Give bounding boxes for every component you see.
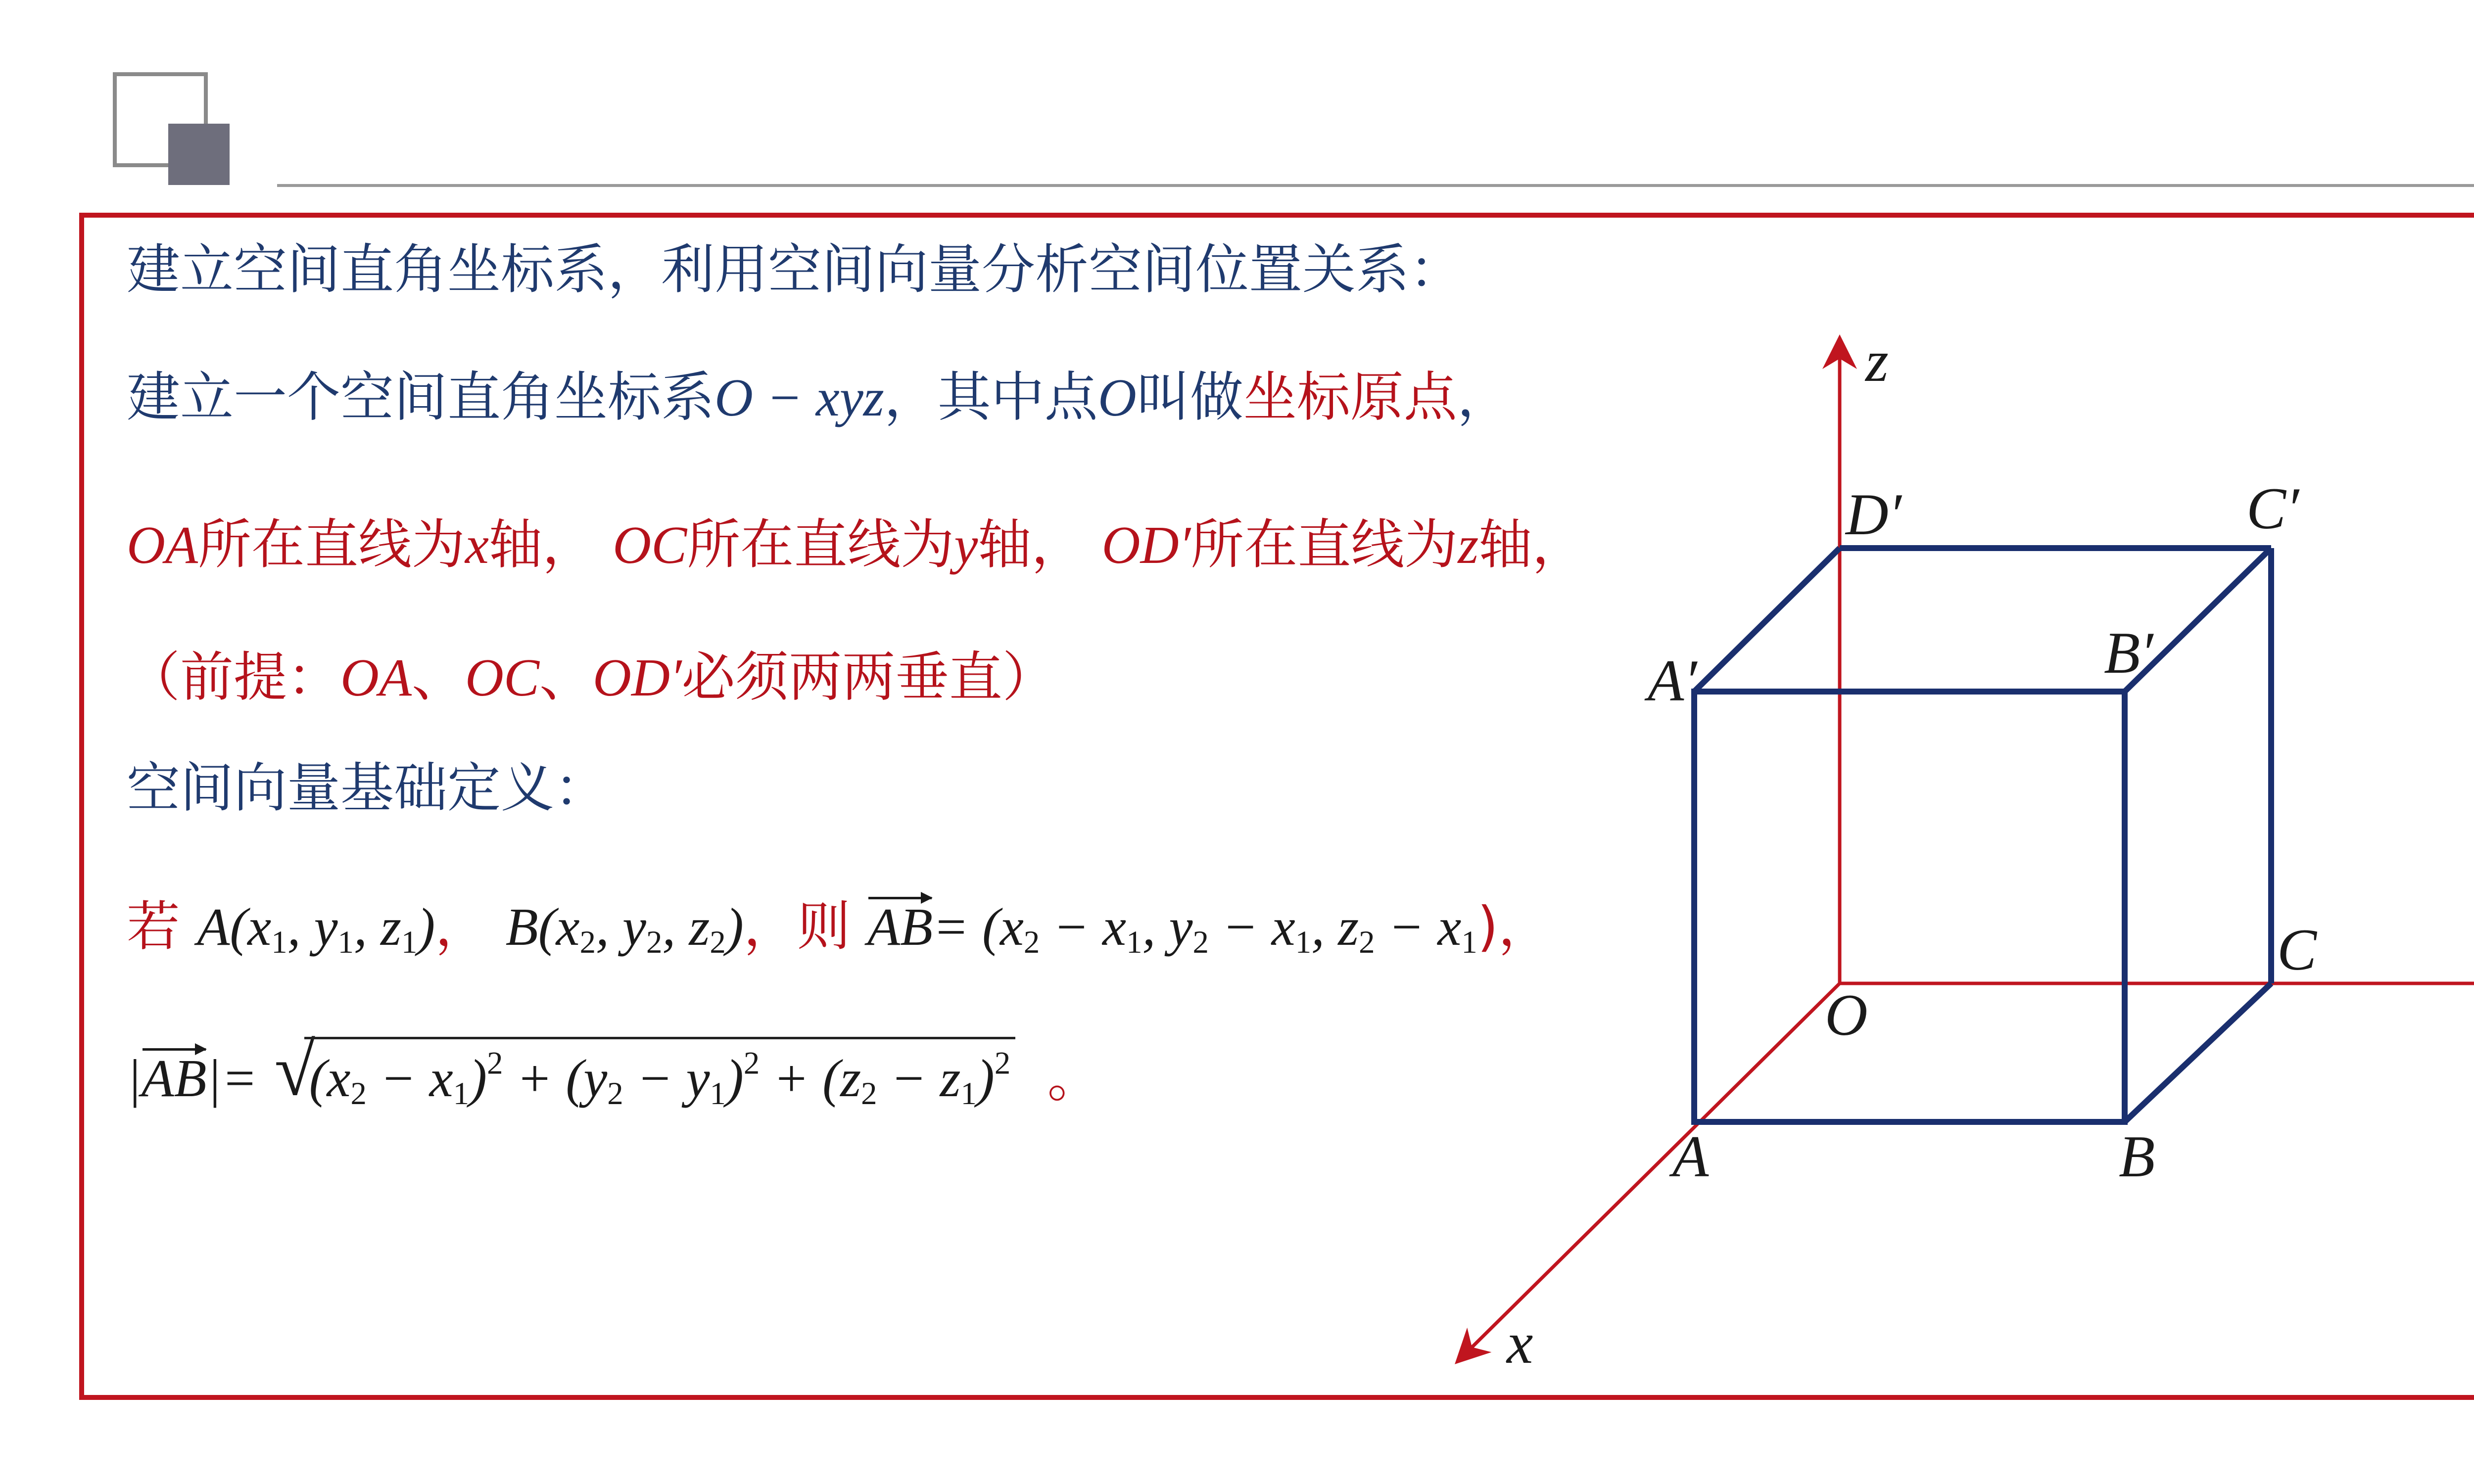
edge-a-prime-d-prime [1694, 548, 1840, 692]
subscript: 1 [1126, 925, 1142, 961]
math-term: − z [877, 1049, 961, 1109]
term-origin: 坐标原点 [1243, 367, 1457, 428]
math-term: ) [725, 1049, 744, 1109]
superscript: 2 [743, 1046, 760, 1081]
math-minus: − x [1208, 898, 1295, 957]
math-oc: OC [613, 516, 687, 575]
math-a-close: ) [417, 898, 435, 957]
math-minus: − x [1375, 898, 1462, 957]
math-z: z [1458, 516, 1479, 575]
math-a-y: , y [287, 898, 338, 957]
math-od: OD′ [593, 649, 682, 707]
math-oc: OC [465, 649, 540, 707]
subscript: 2 [710, 925, 726, 961]
math-sep: , z [1311, 898, 1359, 957]
text-sep-2: 、 [539, 647, 593, 708]
subscript: 2 [350, 1076, 367, 1112]
text-axis-4: 轴， [978, 514, 1085, 576]
text-end: 。 [1047, 1047, 1101, 1110]
x-axis [1460, 983, 1840, 1359]
math-eq: = (x [933, 898, 1024, 957]
math-bar-open: | [127, 1049, 142, 1109]
math-system: O − xyz [714, 369, 884, 427]
math-b-close: ) [725, 898, 744, 957]
superscript: 2 [487, 1046, 503, 1081]
math-term: − y [623, 1049, 710, 1109]
sqrt-icon: √ [274, 1029, 315, 1111]
subscript: 2 [1023, 925, 1040, 961]
math-bar-close: |= [206, 1049, 258, 1109]
subscript: 2 [579, 925, 596, 961]
label-x: x [1507, 1310, 1533, 1376]
subscript: 1 [337, 925, 354, 961]
text-prefix: 建立一个空间直角坐标系 [127, 367, 715, 428]
text-verb: 叫做 [1136, 367, 1243, 428]
text-axis-5: 所在直线为 [1190, 514, 1458, 576]
math-b-z: , z [662, 898, 710, 957]
label-c-prime: C′ [2246, 475, 2299, 541]
text-premise-open: （前提： [127, 647, 341, 708]
math-term: + (y [503, 1049, 608, 1109]
label-b: B [2119, 1123, 2155, 1189]
label-a: A [1672, 1123, 1709, 1189]
heading-vector-basics: 空间向量基础定义： [127, 757, 608, 819]
math-sep: , y [1142, 898, 1193, 957]
vector-ab: AB [867, 898, 933, 957]
cube [1694, 548, 2271, 1122]
math-od: OD′ [1101, 516, 1191, 575]
subscript: 2 [607, 1076, 623, 1112]
label-z: z [1865, 328, 1889, 394]
label-c: C [2277, 917, 2317, 982]
vector-ab: AB [141, 1049, 207, 1109]
text-middle: ，其中点 [884, 367, 1098, 428]
text-axis-2: 轴， [488, 514, 596, 576]
subscript: 1 [271, 925, 287, 961]
edge-b-c [2125, 983, 2271, 1122]
text-end: ， [1457, 367, 1511, 428]
label-a-prime: A′ [1648, 648, 1697, 713]
math-a-z: , z [353, 898, 402, 957]
subscript: 2 [861, 1076, 877, 1112]
subscript: 1 [453, 1076, 470, 1112]
subscript: 2 [646, 925, 663, 961]
math-term: (x [309, 1049, 351, 1109]
subscript: 1 [710, 1076, 726, 1112]
superscript: 2 [994, 1046, 1011, 1081]
math-term: + (z [760, 1049, 861, 1109]
text-sep-1: 、 [411, 647, 465, 708]
math-minus: − x [1040, 898, 1127, 957]
label-d-prime: D′ [1846, 481, 1902, 547]
math-term: ) [976, 1049, 995, 1109]
text-axis-1: 所在直线为 [197, 514, 465, 576]
front-face [1694, 692, 2125, 1122]
math-y: y [954, 516, 978, 575]
math-b-open: B(x [505, 898, 580, 957]
text-end: )， [1477, 896, 1552, 958]
subscript: 2 [1192, 925, 1209, 961]
text-then: ，则 [743, 896, 851, 958]
label-b-prime: B′ [2104, 620, 2153, 686]
math-term: ) [469, 1049, 487, 1109]
subscript: 1 [401, 925, 418, 961]
math-b-y: , y [596, 898, 646, 957]
math-term: − x [366, 1049, 453, 1109]
math-x: x [465, 516, 489, 575]
text-comma: ， [435, 896, 489, 958]
math-oa: OA [127, 516, 198, 575]
math-point-o: O [1097, 369, 1137, 427]
subscript: 2 [1359, 925, 1375, 961]
subscript: 1 [960, 1076, 977, 1112]
text-axis-6: 轴， [1478, 514, 1586, 576]
subscript: 1 [1295, 925, 1312, 961]
label-o: O [1825, 982, 1868, 1048]
text-axis-3: 所在直线为 [687, 514, 954, 576]
text-premise: 必须两两垂直） [681, 647, 1056, 708]
math-oa: OA [340, 649, 412, 707]
text-if: 若 [127, 896, 181, 958]
heading-coordinate-system: 建立空间直角坐标系，利用空间向量分析空间位置关系： [127, 239, 1463, 301]
math-a-open: A(x [197, 898, 272, 957]
subscript: 1 [1461, 925, 1477, 961]
